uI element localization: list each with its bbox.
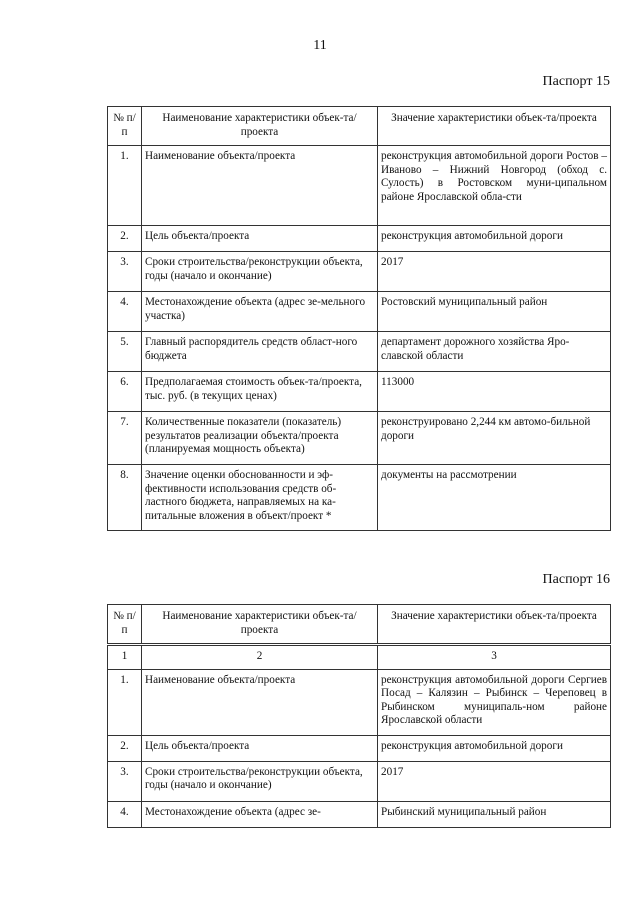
row-value: реконструкция автомобильной дороги (378, 735, 611, 761)
row-number: 7. (108, 412, 142, 465)
row-number: 3. (108, 252, 142, 292)
row-number: 8. (108, 465, 142, 531)
table-row (108, 146, 611, 226)
row-value: Рыбинский муниципальный район (378, 801, 611, 827)
row-value: департамент дорожного хозяйства Яро-славской области (378, 332, 611, 372)
table-row (108, 226, 611, 252)
row-number: 5. (108, 332, 142, 372)
row-name: Количественные показатели (показатель) результатов реализации объекта/проекта (планируемая мощность объекта) (142, 412, 378, 465)
header-number: № п/п (108, 605, 142, 645)
row-name: Наименование объекта/проекта (142, 146, 378, 226)
row-value: реконструировано 2,244 км автомо-бильной дороги (378, 412, 611, 465)
row-number: 4. (108, 292, 142, 332)
row-value: документы на рассмотрении (378, 465, 611, 531)
column-index: 1 (108, 645, 142, 670)
row-name: Значение оценки обоснованности и эф-фективности использования средств об-ластного бюджета, направляемых на ка-питальные вложения в объект/проект * (142, 465, 378, 531)
header-characteristic-name: Наименование характеристики объек-та/проекта (142, 605, 378, 645)
passport-16-table (107, 604, 611, 828)
row-value: реконструкция автомобильной дороги Ростов – Иваново – Нижний Новгород (обход с. Сулость) в Ростовском муни-ципальном районе Ярославской обла-сти (378, 146, 611, 226)
row-name: Сроки строительства/реконструкции объекта, годы (начало и окончание) (142, 252, 378, 292)
row-name: Местонахождение объекта (адрес зе-мельного участка) (142, 292, 378, 332)
passport-15-title: Паспорт 15 (542, 74, 610, 89)
row-value: 2017 (378, 252, 611, 292)
table-row (108, 465, 611, 531)
column-index: 3 (378, 645, 611, 670)
column-index-row (108, 645, 611, 670)
table-row (108, 735, 611, 761)
table-row (108, 292, 611, 332)
row-number: 1. (108, 146, 142, 226)
row-name: Цель объекта/проекта (142, 226, 378, 252)
table-row (108, 669, 611, 735)
row-name: Наименование объекта/проекта (142, 669, 378, 735)
row-number: 6. (108, 372, 142, 412)
row-name: Сроки строительства/реконструкции объекта, годы (начало и окончание) (142, 761, 378, 801)
row-number: 4. (108, 801, 142, 827)
table-row (108, 801, 611, 827)
header-characteristic-name: Наименование характеристики объек-та/проекта (142, 107, 378, 146)
header-characteristic-value: Значение характеристики объек-та/проекта (378, 107, 611, 146)
row-name: Главный распорядитель средств област-ного бюджета (142, 332, 378, 372)
table-row (108, 372, 611, 412)
row-number: 2. (108, 226, 142, 252)
passport-15-table (107, 106, 611, 531)
row-number: 1. (108, 669, 142, 735)
table-row (108, 332, 611, 372)
table-row (108, 412, 611, 465)
table-row (108, 761, 611, 801)
header-number: № п/п (108, 107, 142, 146)
row-name: Цель объекта/проекта (142, 735, 378, 761)
row-value: Ростовский муниципальный район (378, 292, 611, 332)
passport-16-title: Паспорт 16 (542, 572, 610, 587)
row-value: 113000 (378, 372, 611, 412)
column-index: 2 (142, 645, 378, 670)
row-value: реконструкция автомобильной дороги (378, 226, 611, 252)
row-number: 3. (108, 761, 142, 801)
table-header-row (108, 605, 611, 645)
row-number: 2. (108, 735, 142, 761)
header-characteristic-value: Значение характеристики объек-та/проекта (378, 605, 611, 645)
row-value: реконструкция автомобильной дороги Сергиев Посад – Калязин – Рыбинск – Череповец в Рыбинском муниципаль-ном районе Ярославской области (378, 669, 611, 735)
page-number: 11 (313, 38, 327, 53)
row-name: Предполагаемая стоимость объек-та/проекта, тыс. руб. (в текущих ценах) (142, 372, 378, 412)
row-value: 2017 (378, 761, 611, 801)
table-header-row (108, 107, 611, 146)
table-row (108, 252, 611, 292)
row-name: Местонахождение объекта (адрес зе- (142, 801, 378, 827)
